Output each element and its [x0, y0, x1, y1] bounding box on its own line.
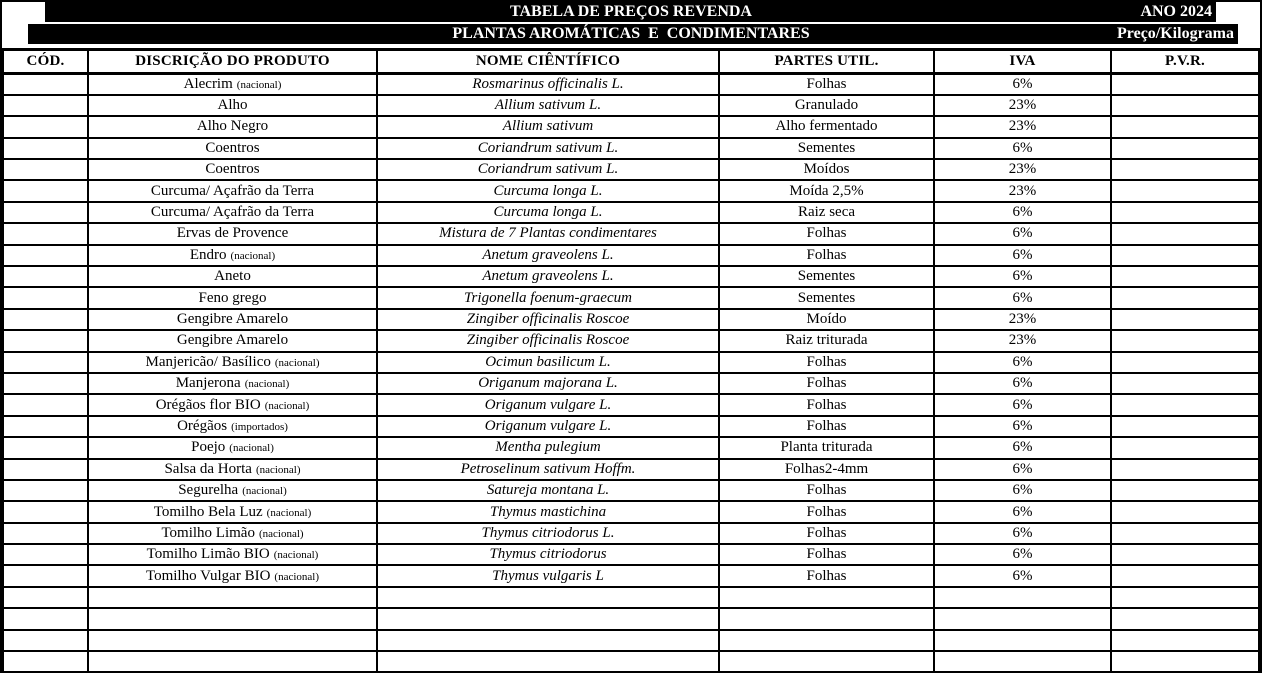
- cell-cod: [3, 245, 88, 266]
- cell-cod: [3, 394, 88, 415]
- product-name: Alho: [217, 97, 248, 114]
- cell-pvr: [1111, 202, 1259, 223]
- cell-pvr: [1111, 138, 1259, 159]
- cell-iva: 23%: [934, 159, 1111, 180]
- cell-scientific-name: Thymus citriodorus: [377, 544, 719, 565]
- product-name: Manjerona: [175, 375, 241, 392]
- cell-parts-used: Folhas: [719, 565, 934, 586]
- cell-parts-used: Folhas2-4mm: [719, 459, 934, 480]
- cell-parts-used: Planta triturada: [719, 437, 934, 458]
- cell-pvr: [1111, 651, 1259, 672]
- cell-scientific-name: Anetum graveolens L.: [377, 266, 719, 287]
- cell-product: [88, 480, 377, 501]
- cell-cod: [3, 501, 88, 522]
- product-origin-note: (importados): [231, 420, 288, 433]
- product-name: Aneto: [214, 268, 251, 285]
- table-row: [3, 330, 1259, 351]
- cell-pvr: [1111, 416, 1259, 437]
- product-name: Gengibre Amarelo: [176, 310, 289, 327]
- cell-pvr: [1111, 330, 1259, 351]
- cell-product: [88, 138, 377, 159]
- cell-product: [88, 202, 377, 223]
- cell-pvr: [1111, 223, 1259, 244]
- product-name: Salsa da Horta: [164, 460, 252, 477]
- cell-pvr: [1111, 373, 1259, 394]
- cell-parts-used: [719, 587, 934, 608]
- cell-product: [88, 459, 377, 480]
- cell-pvr: [1111, 266, 1259, 287]
- table-row: [3, 245, 1259, 266]
- cell-scientific-name: Mentha pulegium: [377, 437, 719, 458]
- cell-pvr: [1111, 630, 1259, 651]
- cell-scientific-name: Petroselinum sativum Hoffm.: [377, 459, 719, 480]
- product-name: Alecrim: [183, 75, 233, 92]
- cell-product: [88, 523, 377, 544]
- cell-scientific-name: Zingiber officinalis Roscoe: [377, 330, 719, 351]
- cell-parts-used: [719, 630, 934, 651]
- cell-pvr: [1111, 159, 1259, 180]
- cell-cod: [3, 480, 88, 501]
- cell-product: [88, 373, 377, 394]
- cell-product: [88, 309, 377, 330]
- product-name: Manjericão/ Basílico: [145, 353, 271, 370]
- cell-product: [88, 330, 377, 351]
- product-name: Poejo: [191, 439, 226, 456]
- cell-scientific-name: Rosmarinus officinalis L.: [377, 74, 719, 95]
- cell-scientific-name: Coriandrum sativum L.: [377, 159, 719, 180]
- cell-iva: 6%: [934, 544, 1111, 565]
- table-row: [3, 352, 1259, 373]
- table-row: [3, 116, 1259, 137]
- cell-parts-used: Folhas: [719, 223, 934, 244]
- document-title: TABELA DE PREÇOS REVENDA: [510, 3, 752, 20]
- product-name: Endro: [189, 246, 227, 263]
- cell-iva: 23%: [934, 330, 1111, 351]
- table-row: [3, 287, 1259, 308]
- cell-pvr: [1111, 309, 1259, 330]
- cell-scientific-name: Trigonella foenum-graecum: [377, 287, 719, 308]
- cell-parts-used: Folhas: [719, 544, 934, 565]
- cell-scientific-name: Allium sativum L.: [377, 95, 719, 116]
- product-origin-note: (nacional): [264, 399, 310, 412]
- cell-parts-used: Moídos: [719, 159, 934, 180]
- cell-pvr: [1111, 74, 1259, 95]
- cell-cod: [3, 416, 88, 437]
- cell-iva: 6%: [934, 245, 1111, 266]
- cell-cod: [3, 138, 88, 159]
- cell-iva: [934, 651, 1111, 672]
- table-row: [3, 223, 1259, 244]
- cell-product: [88, 287, 377, 308]
- cell-product: [88, 608, 377, 629]
- cell-iva: 6%: [934, 373, 1111, 394]
- cell-scientific-name: Curcuma longa L.: [377, 180, 719, 201]
- column-header-iva: IVA: [934, 50, 1111, 74]
- cell-iva: 6%: [934, 480, 1111, 501]
- product-origin-note: (nacional): [266, 506, 312, 519]
- cell-parts-used: [719, 651, 934, 672]
- cell-product: [88, 74, 377, 95]
- category-title: PLANTAS AROMÁTICAS E CONDIMENTARES: [452, 25, 810, 42]
- cell-scientific-name: Thymus vulgaris L: [377, 565, 719, 586]
- product-name: Orégãos: [177, 417, 228, 434]
- cell-pvr: [1111, 608, 1259, 629]
- product-name: Curcuma/ Açafrão da Terra: [150, 182, 315, 199]
- cell-iva: 6%: [934, 74, 1111, 95]
- cell-pvr: [1111, 565, 1259, 586]
- column-header-pvr: P.V.R.: [1111, 50, 1259, 74]
- cell-cod: [3, 437, 88, 458]
- cell-pvr: [1111, 587, 1259, 608]
- product-name: Gengibre Amarelo: [176, 332, 289, 349]
- cell-iva: [934, 630, 1111, 651]
- product-origin-note: (nacional): [244, 378, 290, 391]
- cell-scientific-name: Thymus mastichina: [377, 501, 719, 522]
- cell-cod: [3, 223, 88, 244]
- table-row: [3, 523, 1259, 544]
- cell-pvr: [1111, 459, 1259, 480]
- cell-scientific-name: [377, 608, 719, 629]
- product-name: Tomilho Bela Luz: [153, 503, 263, 520]
- cell-cod: [3, 202, 88, 223]
- cell-iva: 6%: [934, 223, 1111, 244]
- cell-pvr: [1111, 523, 1259, 544]
- column-header-product: DISCRIÇÃO DO PRODUTO: [88, 50, 377, 74]
- table-row: [3, 651, 1259, 672]
- table-row: [3, 544, 1259, 565]
- product-origin-note: (nacional): [273, 549, 319, 562]
- cell-cod: [3, 459, 88, 480]
- column-header-cod: CÓD.: [3, 50, 88, 74]
- cell-product: [88, 565, 377, 586]
- cell-cod: [3, 523, 88, 544]
- cell-scientific-name: Zingiber officinalis Roscoe: [377, 309, 719, 330]
- cell-product: [88, 437, 377, 458]
- table-row: [3, 437, 1259, 458]
- cell-pvr: [1111, 352, 1259, 373]
- table-row: [3, 180, 1259, 201]
- cell-pvr: [1111, 180, 1259, 201]
- cell-cod: [3, 608, 88, 629]
- cell-product: [88, 159, 377, 180]
- cell-cod: [3, 330, 88, 351]
- cell-scientific-name: Origanum vulgare L.: [377, 416, 719, 437]
- cell-iva: 23%: [934, 309, 1111, 330]
- table-header-row: [3, 50, 1259, 74]
- cell-pvr: [1111, 544, 1259, 565]
- subtitle-bar: [2, 24, 1260, 44]
- product-name: Curcuma/ Açafrão da Terra: [150, 204, 315, 221]
- cell-parts-used: Folhas: [719, 523, 934, 544]
- product-name: Coentros: [205, 161, 260, 178]
- cell-product: [88, 266, 377, 287]
- cell-iva: [934, 587, 1111, 608]
- table-body: [3, 74, 1259, 673]
- cell-scientific-name: Coriandrum sativum L.: [377, 138, 719, 159]
- table-row: [3, 608, 1259, 629]
- cell-pvr: [1111, 480, 1259, 501]
- cell-iva: 23%: [934, 180, 1111, 201]
- product-origin-note: (nacional): [229, 442, 274, 455]
- cell-scientific-name: Thymus citriodorus L.: [377, 523, 719, 544]
- product-name: Alho Negro: [196, 118, 269, 135]
- cell-cod: [3, 373, 88, 394]
- cell-parts-used: Folhas: [719, 245, 934, 266]
- cell-product: [88, 95, 377, 116]
- table-row: [3, 202, 1259, 223]
- cell-cod: [3, 309, 88, 330]
- table-row: [3, 416, 1259, 437]
- cell-iva: 23%: [934, 95, 1111, 116]
- cell-scientific-name: Allium sativum: [377, 116, 719, 137]
- cell-product: [88, 394, 377, 415]
- cell-product: [88, 180, 377, 201]
- title-bar: [2, 2, 1260, 22]
- cell-product: [88, 245, 377, 266]
- cell-cod: [3, 651, 88, 672]
- product-name: Tomilho Limão BIO: [146, 546, 270, 563]
- cell-iva: 6%: [934, 565, 1111, 586]
- cell-scientific-name: Ocimun basilicum L.: [377, 352, 719, 373]
- product-origin-note: (nacional): [274, 356, 320, 369]
- cell-product: [88, 587, 377, 608]
- cell-product: [88, 630, 377, 651]
- cell-product: [88, 651, 377, 672]
- cell-scientific-name: Origanum vulgare L.: [377, 394, 719, 415]
- cell-pvr: [1111, 501, 1259, 522]
- product-name: Segurelha: [178, 482, 239, 499]
- cell-parts-used: Moído: [719, 309, 934, 330]
- cell-iva: 6%: [934, 501, 1111, 522]
- cell-parts-used: Folhas: [719, 416, 934, 437]
- price-unit-label: Preço/Kilograma: [1117, 25, 1234, 42]
- cell-iva: 6%: [934, 202, 1111, 223]
- table-row: [3, 480, 1259, 501]
- cell-product: [88, 223, 377, 244]
- table-row: [3, 459, 1259, 480]
- table-row: [3, 373, 1259, 394]
- table-row: [3, 587, 1259, 608]
- table-row: [3, 565, 1259, 586]
- cell-pvr: [1111, 394, 1259, 415]
- cell-pvr: [1111, 287, 1259, 308]
- cell-scientific-name: [377, 651, 719, 672]
- price-table: [2, 48, 1260, 673]
- cell-scientific-name: Mistura de 7 Plantas condimentares: [377, 223, 719, 244]
- cell-parts-used: Sementes: [719, 287, 934, 308]
- table-row: [3, 95, 1259, 116]
- cell-parts-used: Sementes: [719, 138, 934, 159]
- product-name: Orégãos flor BIO: [155, 396, 261, 413]
- product-origin-note: (nacional): [274, 570, 320, 583]
- cell-scientific-name: Anetum graveolens L.: [377, 245, 719, 266]
- cell-parts-used: Moída 2,5%: [719, 180, 934, 201]
- cell-cod: [3, 565, 88, 586]
- cell-parts-used: Raiz seca: [719, 202, 934, 223]
- year-label: ANO 2024: [1140, 3, 1212, 20]
- cell-iva: 6%: [934, 523, 1111, 544]
- cell-parts-used: Folhas: [719, 74, 934, 95]
- cell-iva: 23%: [934, 116, 1111, 137]
- cell-scientific-name: [377, 587, 719, 608]
- cell-parts-used: Folhas: [719, 352, 934, 373]
- cell-parts-used: Raiz triturada: [719, 330, 934, 351]
- cell-cod: [3, 116, 88, 137]
- cell-parts-used: Folhas: [719, 394, 934, 415]
- cell-cod: [3, 180, 88, 201]
- product-origin-note: (nacional): [258, 527, 304, 540]
- cell-parts-used: Granulado: [719, 95, 934, 116]
- cell-product: [88, 501, 377, 522]
- cell-iva: 6%: [934, 394, 1111, 415]
- cell-product: [88, 416, 377, 437]
- cell-pvr: [1111, 245, 1259, 266]
- product-origin-note: (nacional): [255, 463, 301, 476]
- cell-iva: 6%: [934, 459, 1111, 480]
- cell-cod: [3, 587, 88, 608]
- table-row: [3, 266, 1259, 287]
- product-origin-note: (nacional): [230, 249, 276, 262]
- cell-cod: [3, 74, 88, 95]
- cell-parts-used: Folhas: [719, 480, 934, 501]
- cell-cod: [3, 352, 88, 373]
- cell-cod: [3, 630, 88, 651]
- cell-cod: [3, 287, 88, 308]
- product-name: Tomilho Limão: [161, 524, 255, 541]
- cell-product: [88, 116, 377, 137]
- cell-parts-used: Folhas: [719, 373, 934, 394]
- cell-scientific-name: Satureja montana L.: [377, 480, 719, 501]
- table-row: [3, 74, 1259, 95]
- cell-product: [88, 352, 377, 373]
- cell-pvr: [1111, 95, 1259, 116]
- cell-cod: [3, 266, 88, 287]
- cell-parts-used: Alho fermentado: [719, 116, 934, 137]
- table-row: [3, 159, 1259, 180]
- product-name: Ervas de Provence: [176, 225, 289, 242]
- cell-cod: [3, 544, 88, 565]
- cell-iva: 6%: [934, 287, 1111, 308]
- table-row: [3, 501, 1259, 522]
- table-row: [3, 630, 1259, 651]
- table-row: [3, 309, 1259, 330]
- cell-iva: 6%: [934, 416, 1111, 437]
- cell-scientific-name: Origanum majorana L.: [377, 373, 719, 394]
- cell-iva: 6%: [934, 437, 1111, 458]
- cell-product: [88, 544, 377, 565]
- column-header-scientific-name: NOME CIÊNTÍFICO: [377, 50, 719, 74]
- cell-pvr: [1111, 437, 1259, 458]
- cell-scientific-name: [377, 630, 719, 651]
- cell-cod: [3, 159, 88, 180]
- table-row: [3, 138, 1259, 159]
- cell-parts-used: Sementes: [719, 266, 934, 287]
- cell-parts-used: [719, 608, 934, 629]
- product-name: Coentros: [205, 139, 260, 156]
- cell-iva: 6%: [934, 266, 1111, 287]
- cell-scientific-name: Curcuma longa L.: [377, 202, 719, 223]
- table-row: [3, 394, 1259, 415]
- product-origin-note: (nacional): [236, 78, 282, 91]
- cell-pvr: [1111, 116, 1259, 137]
- product-origin-note: (nacional): [242, 485, 287, 498]
- cell-iva: 6%: [934, 352, 1111, 373]
- cell-iva: 6%: [934, 138, 1111, 159]
- product-name: Feno grego: [198, 289, 267, 306]
- cell-parts-used: Folhas: [719, 501, 934, 522]
- product-name: Tomilho Vulgar BIO: [145, 567, 271, 584]
- cell-iva: [934, 608, 1111, 629]
- column-header-parts: PARTES UTIL.: [719, 50, 934, 74]
- cell-cod: [3, 95, 88, 116]
